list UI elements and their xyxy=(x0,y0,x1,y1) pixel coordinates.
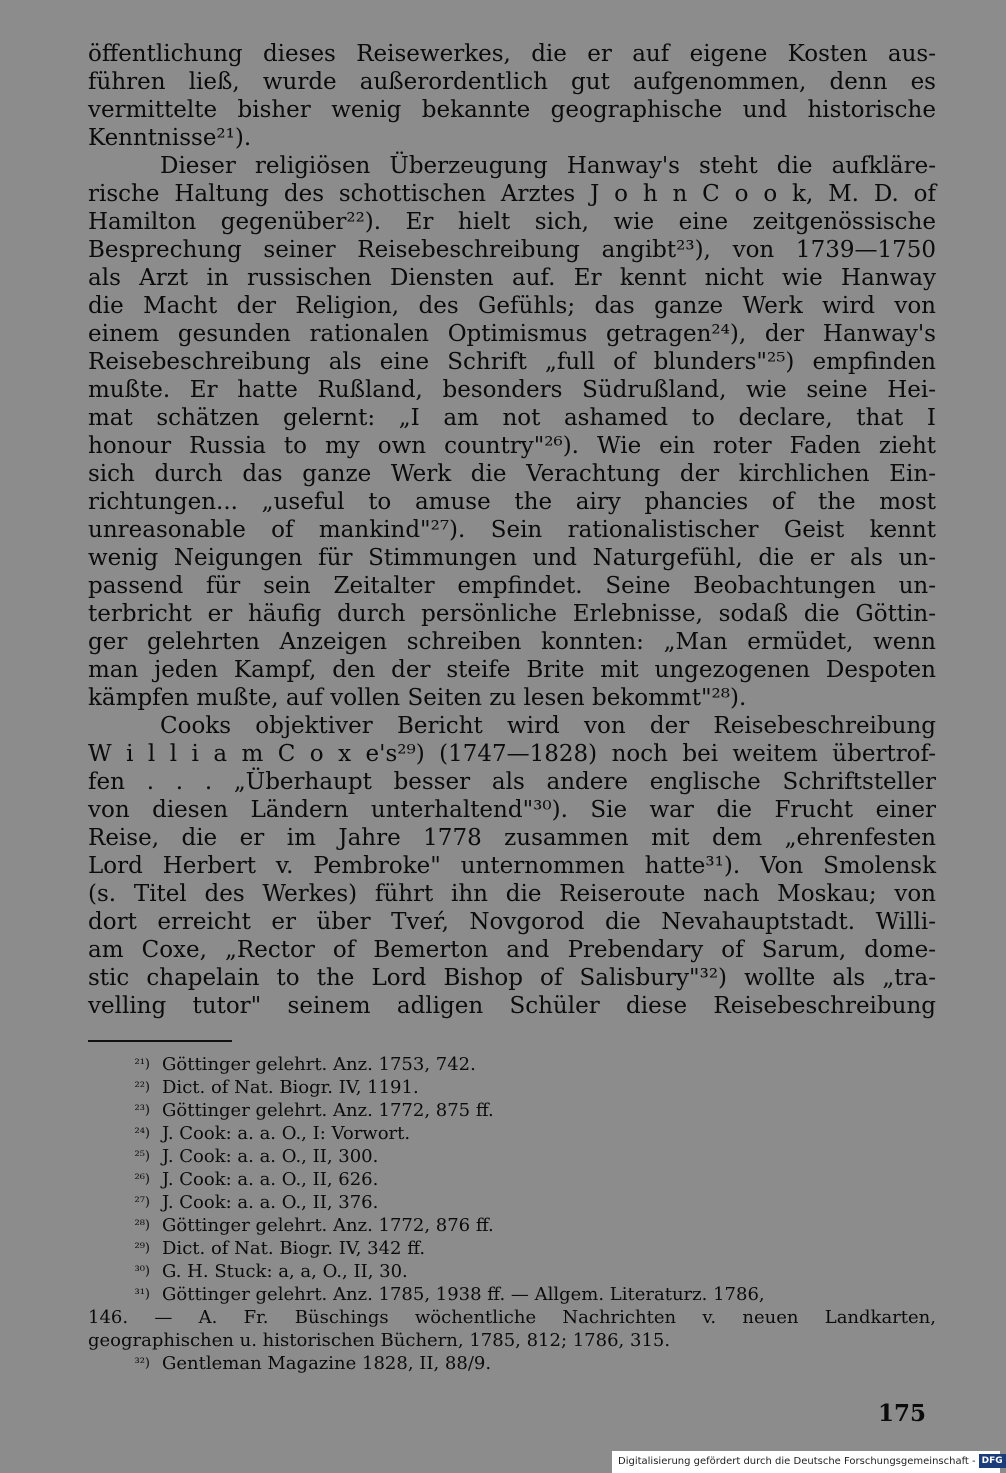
footnote xyxy=(88,1099,936,1122)
footnote xyxy=(88,1122,936,1145)
dfg-logo: DFG xyxy=(979,1454,1006,1468)
text-line: wenig Neigungen für Stimmungen und Naturgefühl, die er als un- xyxy=(88,545,936,571)
text-line: passend für sein Zeitalter empfindet. Seine Beobachtungen un- xyxy=(88,573,936,599)
text-line: velling tutor" seinem adligen Schüler diese Reisebeschreibung xyxy=(88,993,936,1019)
text-line: kämpfen mußte, auf vollen Seiten zu lesen bekommt"²⁸). xyxy=(88,685,747,711)
text-line: einem gesunden rationalen Optimismus getragen²⁴), der Hanway's xyxy=(88,321,936,347)
footnote-text: J. Cook: a. a. O., II, 376. xyxy=(162,1192,379,1213)
footnote xyxy=(88,1145,936,1168)
footnote-text: J. Cook: a. a. O., II, 300. xyxy=(162,1146,379,1167)
text-line: am Coxe, „Rector of Bemerton and Prebendary of Sarum, dome- xyxy=(88,937,936,963)
text-line: Besprechung seiner Reisebeschreibung angibt²³), von 1739—1750 xyxy=(88,237,936,263)
text-line: terbricht er häufig durch persönliche Erlebnisse, sodaß die Göttin- xyxy=(88,601,936,627)
page-number: 175 xyxy=(878,1400,927,1427)
digitization-credit xyxy=(612,1451,1003,1473)
footnote-number: ²⁷) xyxy=(134,1195,150,1210)
text-line: (s. Titel des Werkes) führt ihn die Reiseroute nach Moskau; von xyxy=(88,881,936,907)
footnote-number: ²⁵) xyxy=(134,1149,150,1164)
text-line: Reise, die er im Jahre 1778 zusammen mit dem „ehrenfesten xyxy=(88,825,936,851)
main-text xyxy=(88,40,936,1020)
text-line: führen ließ, wurde außerordentlich gut aufgenommen, denn es xyxy=(88,69,936,95)
text-line: Kenntnisse²¹). xyxy=(88,125,252,151)
footnote-number: ²⁸) xyxy=(134,1218,150,1233)
text-line: dort erreicht er über Tveŕ, Novgorod die Nevahauptstadt. Willi- xyxy=(88,909,936,935)
footnote-text: Dict. of Nat. Biogr. IV, 342 ff. xyxy=(162,1238,426,1259)
text-line: Hamilton gegenüber²²). Er hielt sich, wie eine zeitgenössische xyxy=(88,209,936,235)
footnote-number: ²⁴) xyxy=(134,1126,150,1141)
footnote-text: Göttinger gelehrt. Anz. 1772, 875 ff. xyxy=(162,1100,494,1121)
footnote xyxy=(88,1214,936,1237)
text-line: mat schätzen gelernt: „I am not ashamed to declare, that I xyxy=(88,405,936,431)
text-line: Reisebeschreibung als eine Schrift „full of blunders"²⁵) empfinden xyxy=(88,349,936,375)
footnote xyxy=(88,1191,936,1214)
footnote-text: Göttinger gelehrt. Anz. 1753, 742. xyxy=(162,1054,476,1075)
text-line: Cooks objektiver Bericht wird von der Reisebeschreibung xyxy=(160,713,936,739)
text-line: öffentlichung dieses Reisewerkes, die er auf eigene Kosten aus- xyxy=(88,41,936,67)
footnote-number: ²⁹) xyxy=(134,1241,150,1256)
text-line: vermittelte bisher wenig bekannte geographische und historische xyxy=(88,97,936,123)
text-line: Lord Herbert v. Pembroke" unternommen hatte³¹). Von Smolensk xyxy=(88,853,936,879)
footnote xyxy=(88,1352,936,1375)
text-line: honour Russia to my own country"²⁶). Wie ein roter Faden zieht xyxy=(88,433,936,459)
credit-text: Digitalisierung gefördert durch die Deutsche Forschungsgemeinschaft - xyxy=(618,1456,976,1467)
footnote-text: Gentleman Magazine 1828, II, 88/9. xyxy=(162,1353,492,1374)
text-line: die Macht der Religion, des Gefühls; das ganze Werk wird von xyxy=(88,293,936,319)
text-line: richtungen... „useful to amuse the airy phancies of the most xyxy=(88,489,936,515)
text-line: rische Haltung des schottischen Arztes J o h n C o o k, M. D. of xyxy=(88,181,936,207)
footnote-text: Göttinger gelehrt. Anz. 1785, 1938 ff. — Allgem. Literaturz. 1786, xyxy=(162,1284,765,1305)
footnote xyxy=(88,1168,936,1191)
text-line: mußte. Er hatte Rußland, besonders Südrußland, wie seine Hei- xyxy=(88,377,936,403)
text-line: von diesen Ländern unterhaltend"³⁰). Sie war die Frucht einer xyxy=(88,797,936,823)
footnote xyxy=(88,1260,936,1283)
footnote-number: ²⁶) xyxy=(134,1172,150,1187)
footnotes xyxy=(88,1053,936,1375)
text-line: unreasonable of mankind"²⁷). Sein rationalistischer Geist kennt xyxy=(88,517,936,543)
text-line: sich durch das ganze Werk die Verachtung der kirchlichen Ein- xyxy=(88,461,936,487)
footnote-text: G. H. Stuck: a, a, O., II, 30. xyxy=(162,1261,408,1282)
text-line: man jeden Kampf, den der steife Brite mit ungezogenen Despoten xyxy=(88,657,936,683)
footnote-text: J. Cook: a. a. O., II, 626. xyxy=(162,1169,379,1190)
footnote xyxy=(88,1237,936,1260)
text-line: fen . . . „Überhaupt besser als andere englische Schriftsteller xyxy=(88,769,936,795)
footnote-continuation: geographischen u. historischen Büchern, 1785, 812; 1786, 315. xyxy=(88,1330,671,1351)
text-line: Dieser religiösen Überzeugung Hanway's steht die aufkläre- xyxy=(160,153,936,179)
footnote-number: ³²) xyxy=(134,1356,150,1371)
footnote xyxy=(88,1283,936,1306)
footnote-text: J. Cook: a. a. O., I: Vorwort. xyxy=(162,1123,411,1144)
footnote-text: Göttinger gelehrt. Anz. 1772, 876 ff. xyxy=(162,1215,494,1236)
footnote xyxy=(88,1053,936,1076)
footnote xyxy=(88,1076,936,1099)
footnote-divider xyxy=(88,1040,232,1042)
text-line: als Arzt in russischen Diensten auf. Er kennt nicht wie Hanway xyxy=(88,265,936,291)
text-line: ger gelehrten Anzeigen schreiben konnten: „Man ermüdet, wenn xyxy=(88,629,936,655)
footnote-number: ³⁰) xyxy=(134,1264,150,1279)
text-line: stic chapelain to the Lord Bishop of Salisbury"³²) wollte als „tra- xyxy=(88,965,936,991)
footnote-number: ³¹) xyxy=(134,1287,150,1302)
footnote-text: Dict. of Nat. Biogr. IV, 1191. xyxy=(162,1077,419,1098)
text-line: W i l l i a m C o x e's²⁹) (1747—1828) noch bei weitem übertrof- xyxy=(88,741,936,767)
footnote-number: ²²) xyxy=(134,1080,150,1095)
footnote-number: ²³) xyxy=(134,1103,150,1118)
footnote-continuation: 146. — A. Fr. Büschings wöchentliche Nachrichten v. neuen Landkarten, xyxy=(88,1307,936,1328)
footnote-number: ²¹) xyxy=(134,1057,150,1072)
